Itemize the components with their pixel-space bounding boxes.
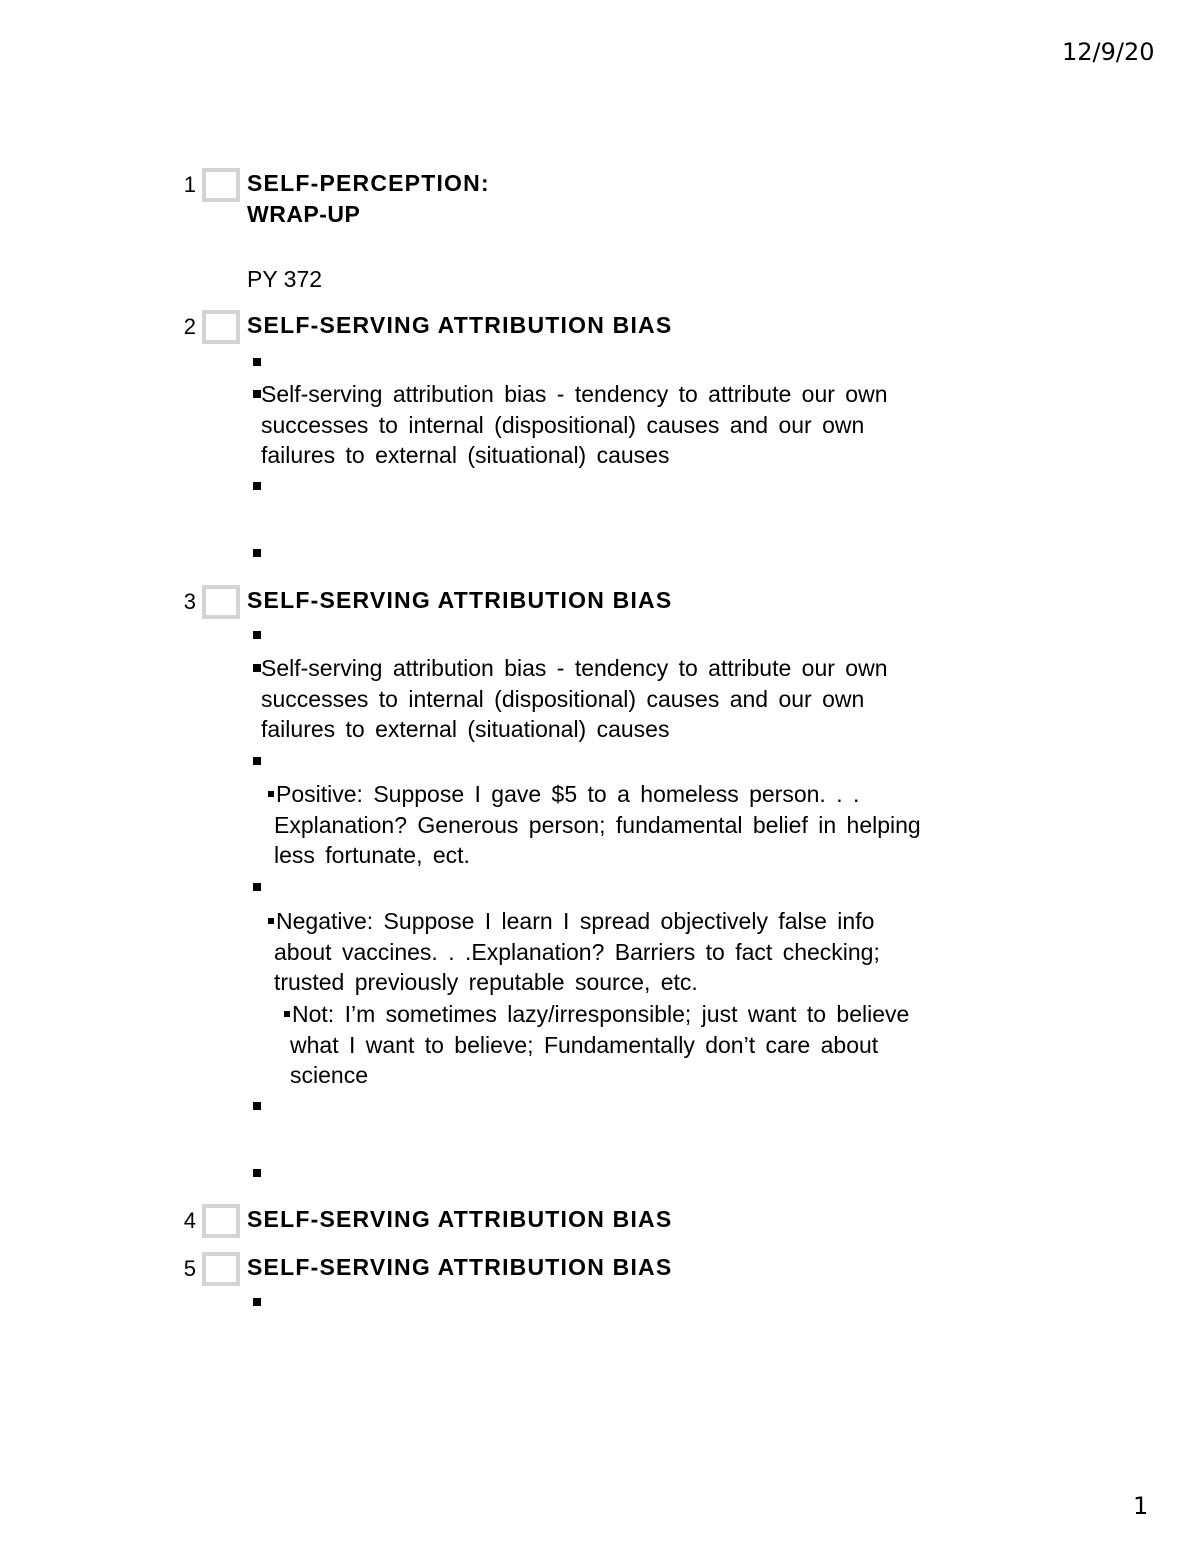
- sub-bullet-marker: [268, 918, 274, 924]
- course-code: PY 372: [247, 266, 323, 292]
- slide-title: SELF-PERCEPTION:: [247, 170, 490, 196]
- slide-thumbnail[interactable]: [202, 1252, 240, 1286]
- bullet-marker: [253, 482, 261, 490]
- slide-title: SELF-SERVING ATTRIBUTION BIAS: [247, 312, 673, 338]
- bullet-marker: [253, 1298, 261, 1306]
- page-date: 12/9/20: [1062, 38, 1155, 66]
- slide-title: SELF-SERVING ATTRIBUTION BIAS: [247, 587, 673, 613]
- slide-thumbnail[interactable]: [202, 1204, 240, 1238]
- positive-example: Positive: Suppose I gave $5 to a homeless person. . . Explanation? Generous person; fundamental belief in helping less fortunate, ect.: [268, 779, 921, 871]
- slide-number: 5: [183, 1256, 196, 1281]
- slide-number: 3: [183, 589, 196, 614]
- slide-thumbnail[interactable]: [202, 585, 240, 619]
- negative-example: Negative: Suppose I learn I spread objectively false info about vaccines. . .Explanation? Barriers to fact checking; trusted previously reputable source, etc.: [268, 906, 880, 998]
- bullet-marker: [253, 757, 261, 765]
- sub-bullet-marker: [284, 1011, 290, 1017]
- bullet-marker: [253, 883, 261, 891]
- slide-thumbnail[interactable]: [202, 168, 240, 202]
- sub-bullet-marker: [268, 791, 274, 797]
- slide-number: 2: [183, 314, 196, 339]
- slide-number: 1: [183, 172, 196, 197]
- definition-text: Self-serving attribution bias - tendency to attribute our own successes to internal (dispositional) causes and our own failures to external (situational) causes: [253, 653, 888, 745]
- slide-thumbnail[interactable]: [202, 310, 240, 344]
- bullet-marker: [253, 358, 261, 366]
- bullet-marker: [253, 549, 261, 557]
- not-example: Not: I’m sometimes lazy/irresponsible; just want to believe what I want to believe; Fundamentally don’t care about science: [284, 999, 909, 1091]
- bullet-marker: [253, 1169, 261, 1177]
- bullet-marker: [253, 631, 261, 639]
- slide-title-line2: WRAP-UP: [247, 201, 361, 227]
- definition-text: Self-serving attribution bias - tendency to attribute our own successes to internal (dispositional) causes and our own failures to external (situational) causes: [253, 379, 888, 471]
- slide-title: SELF-SERVING ATTRIBUTION BIAS: [247, 1254, 673, 1280]
- bullet-marker: [253, 664, 261, 672]
- bullet-marker: [253, 390, 261, 398]
- page-number: 1: [1133, 1492, 1149, 1520]
- slide-number: 4: [183, 1208, 196, 1233]
- bullet-marker: [253, 1102, 261, 1110]
- slide-title: SELF-SERVING ATTRIBUTION BIAS: [247, 1206, 673, 1232]
